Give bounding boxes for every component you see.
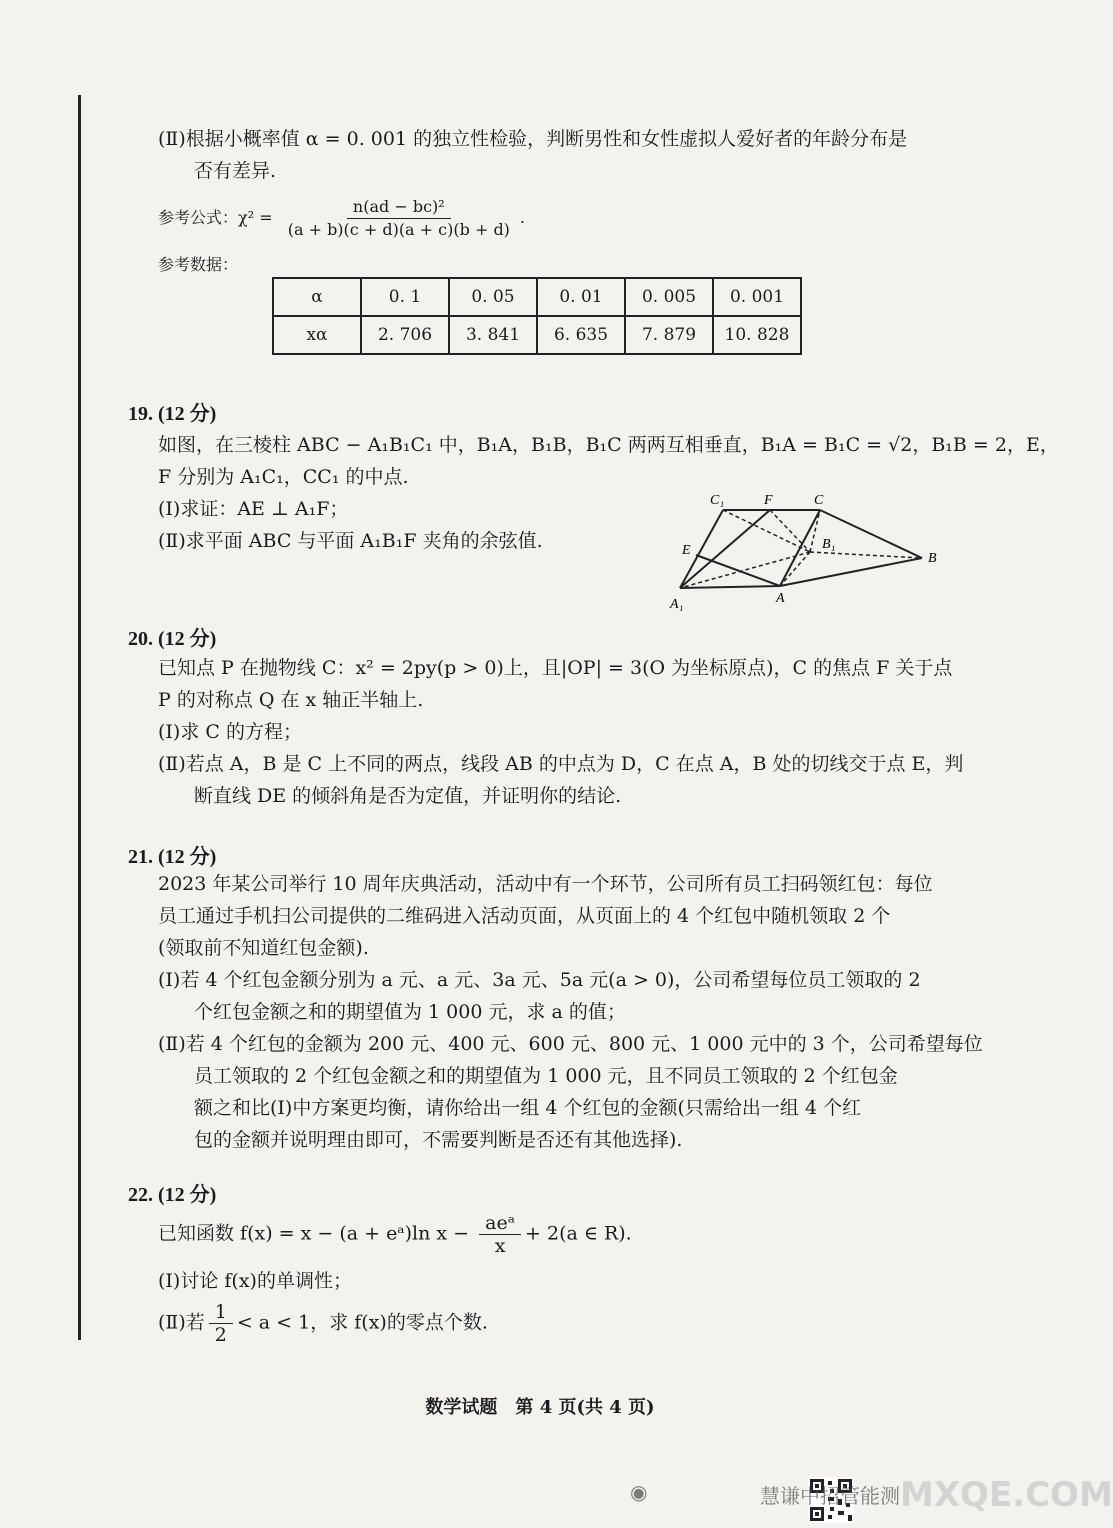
page-footer: 数学试题 第 4 页(共 4 页) [425, 1397, 655, 1418]
table-row [273, 316, 801, 354]
formula-end: . [519, 208, 526, 227]
label-B1: B₁ [822, 537, 836, 552]
q21-body [158, 868, 983, 1156]
q22-line3-den: 2 [214, 1324, 227, 1346]
q19-heading: 19. (12 分) [128, 403, 217, 425]
q21-line1: 2023 年某公司举行 10 周年庆典活动，活动中有一个环节，公司所有员工扫码领红包：每位 [158, 873, 933, 895]
q21-line9: 包的金额并说明理由即可，不需要判断是否还有其他选择). [194, 1129, 683, 1151]
q20-line2: P 的对称点 Q 在 x 轴正半轴上. [158, 689, 424, 711]
q22-line1-post: + 2(a ∈ R). [525, 1222, 632, 1245]
table-cell: 0. 005 [625, 278, 713, 316]
q22-body [158, 1212, 958, 1346]
q19-line4: (Ⅱ)求平面 ABC 与平面 A₁B₁F 夹角的余弦值. [158, 530, 543, 552]
formula-denominator: (a + b)(c + d)(a + c)(b + d) [287, 220, 510, 239]
formula-label: 参考公式：χ² = [158, 208, 278, 227]
table-cell: 2. 706 [361, 316, 449, 354]
q22-line1-pre: 已知函数 f(x) = x − (a + eᵃ)ln x − [158, 1222, 476, 1245]
formula-fraction [282, 196, 516, 241]
q22-fraction [479, 1212, 521, 1257]
table-cell: 7. 879 [625, 316, 713, 354]
q20-line4: (Ⅱ)若点 A，B 是 C 上不同的两点，线段 AB 的中点为 D，C 在点 A，B 处的切线交于点 E，判 [158, 753, 964, 775]
q21-line8: 额之和比(Ⅰ)中方案更均衡，请你给出一组 4 个红包的金额(只需给出一组 4 个红 [194, 1097, 862, 1119]
table-cell: 0. 001 [713, 278, 801, 316]
watermark-text: 慧谦中招管能测 [760, 1484, 900, 1508]
q21-line7: 员工领取的 2 个红包金额之和的期望值为 1 000 元，且不同员工领取的 2 个红包金 [194, 1065, 898, 1087]
reference-data-label: 参考数据： [158, 255, 239, 274]
q21-line6: (Ⅱ)若 4 个红包的金额为 200 元、400 元、600 元、800 元、1 000 元中的 3 个，公司希望每位 [158, 1033, 983, 1055]
q22-line3-num: 1 [209, 1301, 233, 1324]
label-C1: C₁ [710, 493, 725, 508]
margin-line [78, 95, 81, 1340]
q21-heading: 21. (12 分) [128, 846, 217, 868]
q18-part2 [158, 123, 958, 187]
q19-line1: 如图，在三棱柱 ABC − A₁B₁C₁ 中，B₁A，B₁B，B₁C 两两互相垂直，B₁A = B₁C = √2，B₁B = 2，E， [158, 434, 1059, 456]
label-B: B [928, 551, 937, 566]
q22-line1 [158, 1212, 958, 1257]
q18-part2-line2: 否有差异. [194, 160, 277, 182]
q22-line2: (Ⅰ)讨论 f(x)的单调性； [158, 1270, 352, 1292]
q20-line3: (Ⅰ)求 C 的方程； [158, 721, 302, 743]
q22-fraction-den: x [494, 1235, 506, 1257]
q19-line3: (Ⅰ)求证：AE ⊥ A₁F； [158, 498, 349, 520]
q21-line3: (领取前不知道红包金额). [158, 937, 369, 959]
table-cell: 0. 1 [361, 278, 449, 316]
reference-table [272, 277, 802, 355]
label-A1: A₁ [670, 597, 684, 612]
table-cell: α [273, 278, 361, 316]
table-cell: 0. 05 [449, 278, 537, 316]
watermark-logo: MXQE.COM [900, 1475, 1113, 1515]
prism-figure [660, 490, 950, 615]
q22-fraction-num: aeᵃ [479, 1212, 521, 1235]
label-C: C [814, 493, 824, 508]
table-cell: 10. 828 [713, 316, 801, 354]
q18-part2-line1: (Ⅱ)根据小概率值 α = 0. 001 的独立性检验，判断男性和女性虚拟人爱好者的年龄分布是 [158, 128, 908, 150]
q20-line5: 断直线 DE 的倾斜角是否为定值，并证明你的结论. [194, 785, 622, 807]
q21-line2: 员工通过手机扫公司提供的二维码进入活动页面，从页面上的 4 个红包中随机领取 2 个 [158, 905, 891, 927]
q21-line5: 个红包金额之和的期望值为 1 000 元，求 a 的值； [194, 1001, 626, 1023]
table-row [273, 278, 801, 316]
q20-body [158, 652, 964, 812]
label-A: A [776, 591, 785, 606]
table-cell: xα [273, 316, 361, 354]
q19-line2: F 分别为 A₁C₁，CC₁ 的中点. [158, 466, 409, 488]
formula-numerator: n(ad − bc)² [347, 196, 451, 219]
label-E: E [682, 543, 691, 558]
reference-formula [158, 196, 958, 241]
label-F: F [764, 493, 773, 508]
wechat-icon: ◉ [630, 1480, 648, 1504]
q22-line3-fraction [209, 1301, 233, 1346]
q20-line1: 已知点 P 在抛物线 C：x² = 2py(p > 0)上，且|OP| = 3(O 为坐标原点)，C 的焦点 F 关于点 [158, 657, 953, 679]
table-cell: 3. 841 [449, 316, 537, 354]
q22-line3-pre: (Ⅱ)若 [158, 1311, 205, 1334]
q22-heading: 22. (12 分) [128, 1184, 217, 1206]
q22-line3 [158, 1301, 958, 1346]
q21-line4: (Ⅰ)若 4 个红包金额分别为 a 元、a 元、3a 元、5a 元(a > 0)，公司希望每位员工领取的 2 [158, 969, 921, 991]
q22-line3-post: < a < 1，求 f(x)的零点个数. [236, 1311, 488, 1334]
table-cell: 0. 01 [537, 278, 625, 316]
table-cell: 6. 635 [537, 316, 625, 354]
q20-heading: 20. (12 分) [128, 628, 217, 650]
